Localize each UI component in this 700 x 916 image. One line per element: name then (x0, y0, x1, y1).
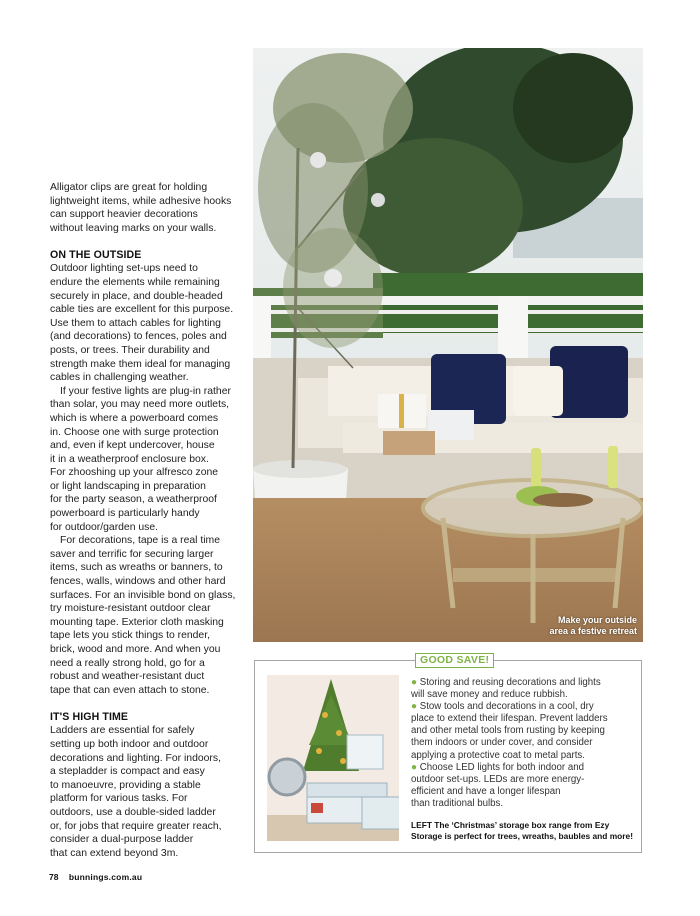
left-column (50, 181, 248, 860)
storage-boxes-photo (267, 675, 399, 841)
outside-paragraph-1: Outdoor lighting set-ups need to endure the elements while remaining securely in place, and double-headed cable ties are excellent for this purpose. Use them to attach cables for lighting (and decorations) to fences, poles and posts, or trees. Their durability and strength make them ideal for managing cables in challenging weather. (50, 263, 234, 384)
site-url: bunnings.com.au (68, 872, 143, 882)
page-number: 78 (49, 872, 59, 882)
outside-paragraph-3: For decorations, tape is a real time saver and terrific for securing larger items, such as wreaths or banners, to fences, walls, windows and other hard surfaces. For an invisible bond on glass, try moisture-resistant outdoor clear mounting tape. Exterior cloth masking tape lets you stick things to render, brick, wood and more. And when you need a really strong hold, go for a robust and weather-resistant duct tape that can even attach to stone. (50, 535, 236, 696)
outdoor-patio-illustration (253, 48, 643, 642)
tip-store-tools: ● Stow tools and decorations in a cool, dry place to extend their lifespan. Prevent ladders and other metal tools from rusting by keeping them indoors or under cover, and consider applying a protective coat to metal parts. (411, 701, 608, 761)
intro-paragraph: Alligator clips are great for holding lightweight items, while adhesive hooks can support heavier decorations without leaving marks on your walls. (50, 182, 232, 234)
hero-caption: Make your outside area a festive retreat (549, 615, 637, 636)
page-footer (49, 872, 142, 882)
tip-reuse: ● Storing and reusing decorations and lights will save money and reduce rubbish. (411, 677, 601, 701)
high-time-paragraph: Ladders are essential for safely setting up both indoor and outdoor decorations and lighting. For indoors, a stepladder is compact and easy to manoeuvre, providing a stable platform for various tasks. For outdoors, use a double-sided ladder or, for jobs that require greater reach, consider a dual-purpose ladder that can extend beyond 3m. (50, 725, 222, 859)
section-heading-outside: ON THE OUTSIDE (50, 249, 142, 262)
tip-led-lights: ● Choose LED lights for both indoor and outdoor set-ups. LEDs are more energy- efficient and have a longer lifespan than traditional bulbs. (411, 761, 585, 809)
good-save-box (254, 654, 642, 853)
outside-paragraph-2: If your festive lights are plug-in rather than solar, you may need more outlets, which is where a powerboard comes in. Choose one with surge protection and, even if kept undercover, house it in a weatherproof enclosure box. For zhooshing up your alfresco zone or light landscaping in preparation for the party season, a weatherproof powerboard is particularly handy for outdoor/garden use. (50, 385, 231, 533)
good-save-tips (411, 677, 633, 810)
hero-photo (253, 48, 643, 642)
good-save-label: GOOD SAVE! (415, 653, 494, 668)
christmas-storage-illustration (267, 675, 399, 841)
storage-photo-caption: LEFT The ‘Christmas’ storage box range from Ezy Storage is perfect for trees, wreaths, baubles and more! (411, 820, 634, 841)
section-heading-high-time: IT'S HIGH TIME (50, 711, 129, 724)
